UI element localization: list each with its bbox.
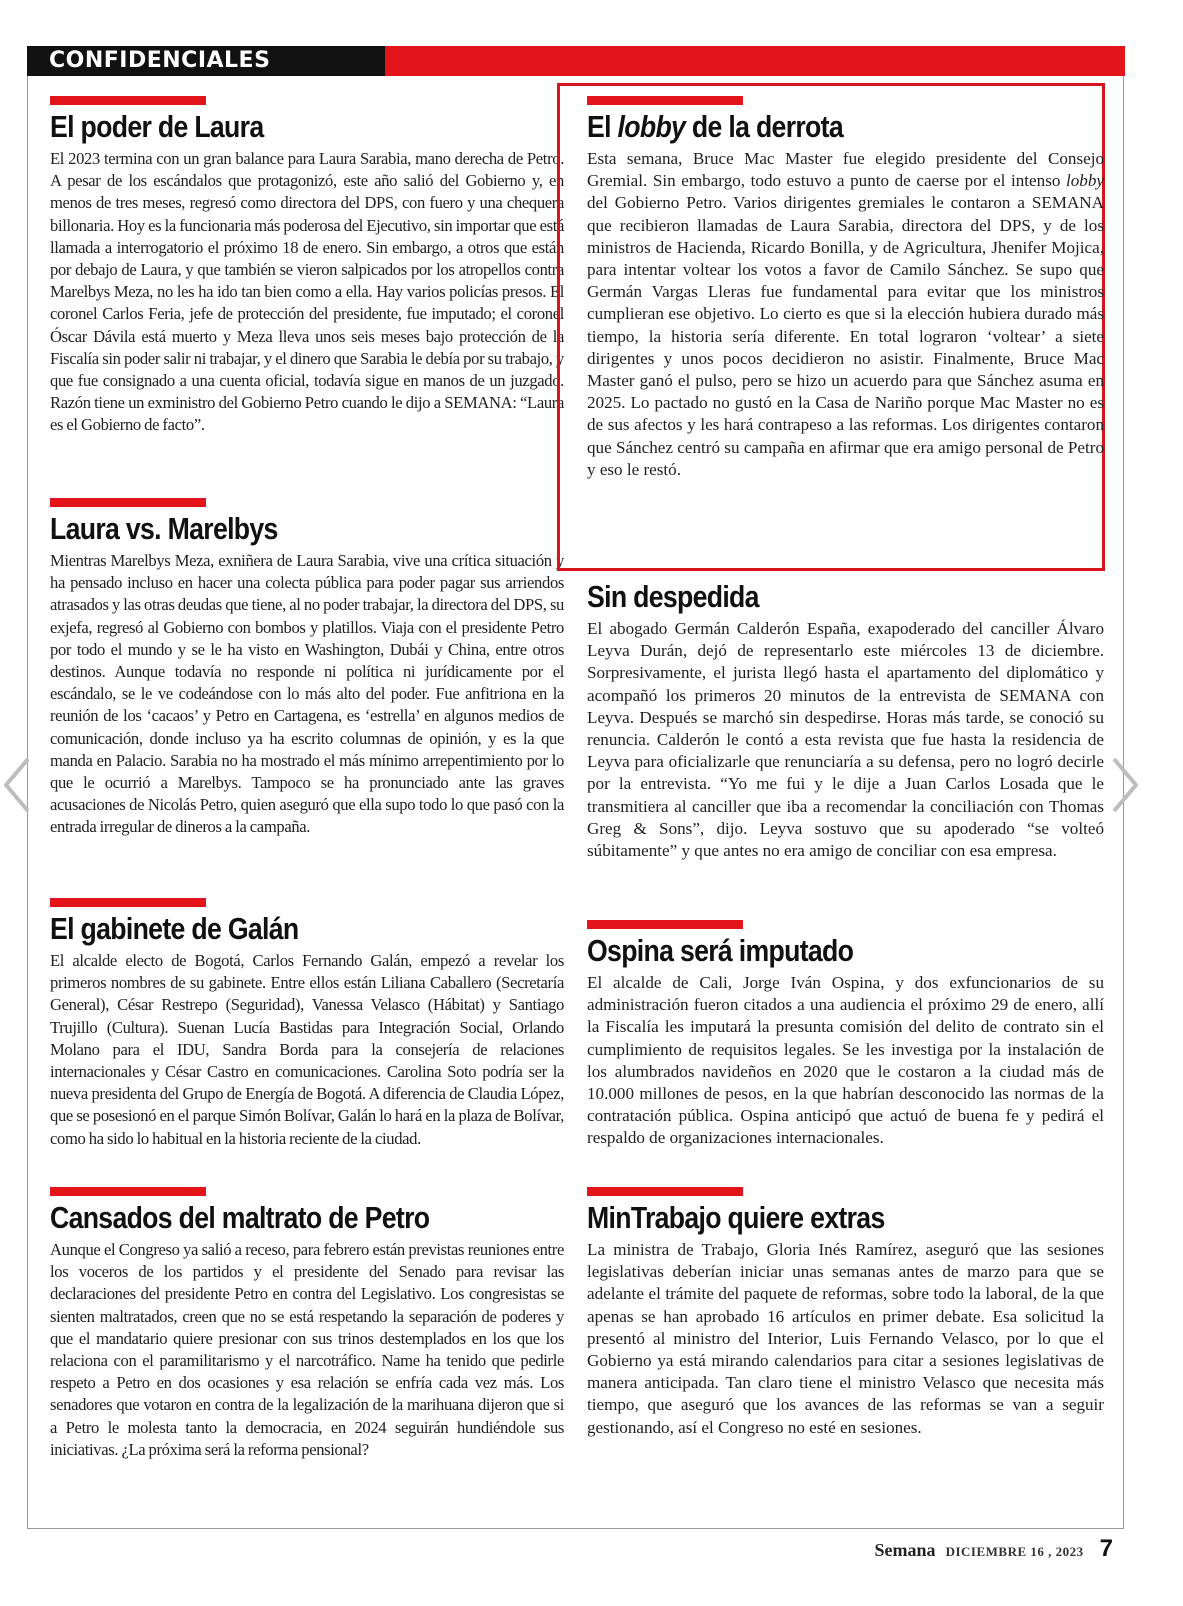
page-footer bbox=[875, 1535, 1113, 1575]
article-red-bar bbox=[50, 498, 206, 507]
footer-date: DICIEMBRE 16 , 2023 bbox=[945, 1544, 1084, 1559]
article-title: MinTrabajo quiere extras bbox=[587, 1200, 885, 1235]
article-body: La ministra de Trabajo, Gloria Inés Ramírez, aseguró que las sesiones legislativas deberían iniciar unas semanas antes de marzo para que se adelante el trámite del paquete de reformas, sobre todo la laboral, de la que apenas se han aprobado 16 artículos en primer debate. Esa solicitud la presentó al ministro del Interior, Luis Fernando Velasco, por lo que el Gobierno ya está mirando calendarios para citar a sesiones legislativas de manera anticipada. Tan claro tiene el ministro Velasco que necesita más tiempo, que aseguró que los avances de las reformas se van a seguir gestionando, así el Congreso no esté en sesiones. bbox=[587, 1240, 1104, 1437]
article-body: El abogado Germán Calderón España, exapoderado del canciller Álvaro Leyva Durán, dejó de representarlo este miércoles 13 de diciembre. Sorpresivamente, el jurista llegó hasta el apartamento del diplomático y acompañó los primeros 20 minutos de la entrevista de SEMANA con Leyva. Después se marchó sin despedirse. Horas más tarde, se conoció su renuncia. Calderón le contó a esta revista que fue hasta la residencia de Leyva para oficializarle que renunciaría a su defensa, pero no logró decirle por la entrevista. “Yo me fui y le dije a Juan Carlos Losada que le transmitiera al canciller que iba a recomendar la conciliación con Thomas Greg & Sons”, dijo. Leyva sostuvo que su apoderado “se volteó súbitamente” y que antes no era amigo de conciliar con esa empresa. bbox=[587, 619, 1104, 861]
article-red-bar bbox=[50, 96, 206, 105]
article-red-bar bbox=[587, 920, 743, 929]
article-body: El 2023 termina con un gran balance para Laura Sarabia, mano derecha de Petro. A pesar de los escándalos que protagonizó, este año salió del Gobierno y, en menos de tres meses, regresó como directora del DPS, con fuero y una chequera billonaria. Hoy es la funcionaria más poderosa del Ejecutivo, sin importar que está llamada a interrogatorio el próximo 18 de enero. Sin embargo, a otros que están por debajo de Laura, y que también se vieron salpicados por los atropellos contra Marelbys Meza, no les ha ido tan bien como a ella. Hay varios policías presos. El coronel Carlos Feria, jefe de protección del presidente, fue imputado; el coronel Óscar Dávila está muerto y Meza lleva unos seis meses bajo protección de la Fiscalía sin poder salir ni trabajar, y el dinero que Sarabia le debía por su trabajo, y que fue consignado a una cuenta oficial, todavía sigue en manos de un juzgado. Razón tiene un exministro del Gobierno Petro cuando le dijo a SEMANA: “Laura es el Gobierno de facto”. bbox=[50, 149, 564, 435]
footer-magazine: Semana bbox=[874, 1540, 936, 1560]
article-body bbox=[587, 148, 1104, 481]
section-header-red-bar bbox=[385, 46, 1125, 76]
body-emphasis: lobby bbox=[1066, 171, 1104, 191]
article-title: El gabinete de Galán bbox=[50, 911, 299, 946]
article-red-bar bbox=[587, 96, 743, 105]
article-body: El alcalde electo de Bogotá, Carlos Fernando Galán, empezó a revelar los primeros nombres de su gabinete. Entre ellos están Liliana Caballero (Secretaría General), César Restrepo (Seguridad), Vanessa Velasco (Hábitat) y Santiago Trujillo (Cultura). Suenan Lucía Bastidas para Integración Social, Orlando Molano para el IDU, Sandra Borda para la consejería de relaciones internacionales y César Castro en comunicaciones. Carolina Soto podría ser la nueva presidenta del Grupo de Energía de Bogotá. A diferencia de Claudia López, que se posesionó en el parque Simón Bolívar, Galán lo hará en la plaza de Bolívar, como ha sido lo habitual en la historia reciente de la ciudad. bbox=[50, 951, 564, 1148]
article-body: El alcalde de Cali, Jorge Iván Ospina, y dos exfuncionarios de su administración fueron citados a una audiencia el próximo 29 de enero, allí la Fiscalía les imputará la presunta comisión del delito de contrato sin el cumplimiento de requisitos legales. Se les investiga por la instalación de los alumbrados navideños en 2020 que le costaron a la ciudad más de 10.000 millones de pesos, en la que habrían desconocido las normas de la contratación pública. Ospina anticipó que actuó de buena fe y pedirá el respaldo de organizaciones internacionales. bbox=[587, 973, 1104, 1148]
body-post: del Gobierno Petro. Varios dirigentes gremiales le contaron a SEMANA que recibieron llamadas de Laura Sarabia, directora del DPS, y de los ministros de Hacienda, Ricardo Bonilla, y de Agricultura, Jhenifer Mojica, para intentar voltear los votos a favor de Camilo Sánchez. Se supo que Germán Vargas Lleras fue fundamental para evitar que los ministros cumplieran ese objetivo. Lo cierto es que si la elección hubiera durado más tiempo, la historia sería diferente. En total lograron ‘voltear’ a siete dirigentes y unos pocos decidieron no asistir. Finalmente, Bruce Mac Master ganó el pulso, pero se hizo un acuerdo para que Sánchez asuma en 2025. Lo pactado no gustó en la Casa de Nariño porque Mac Master no es de sus afectos y les hará contrapeso a las reformas. Los dirigentes contaron que Sánchez centró su campaña en afirmar que era amigo personal de Petro y eso le restó. bbox=[587, 193, 1104, 479]
article-red-bar bbox=[587, 1187, 743, 1196]
article-title: Cansados del maltrato de Petro bbox=[50, 1200, 430, 1235]
article-title: Ospina será imputado bbox=[587, 933, 854, 968]
article-title bbox=[587, 109, 843, 145]
article-red-bar bbox=[50, 1187, 206, 1196]
body-pre: Esta semana, Bruce Mac Master fue elegido presidente del Consejo Gremial. Sin embargo, todo estuvo a punto de caerse por el intenso bbox=[587, 149, 1104, 191]
article-body: Mientras Marelbys Meza, exniñera de Laura Sarabia, vive una crítica situación y ha pensado incluso en hacer una colecta pública para poder pagar sus arriendos atrasados y las otras deudas que tiene, al no poder trabajar, la directora del DPS, su exjefa, regresó al Gobierno con bombos y platillos. Viaja con el presidente Petro por todo el mundo y se le ha visto en Washington, Dubái y China, entre otros destinos. Aunque todavía no responde ni política ni jurídicamente por el escándalo, se le ve codeándose con lo más alto del poder. Fue anfitriona en la reunión de los ‘cacaos’ y Petro en Cartagena, es ‘estrella’ en algunos medios de comunicación, donde incluso ya ha escrito columnas de opinión, y es la que manda en Palacio. Sarabia no ha mostrado el más mínimo arrepentimiento por lo que le ocurrió a Marelbys. Tampoco se ha pronunciado ante las graves acusaciones de Nicolás Petro, quien aseguró que ella supo todo lo que pasó con la entrada irregular de dineros a la campaña. bbox=[50, 551, 564, 837]
chevron-right-icon[interactable] bbox=[1108, 755, 1142, 815]
chevron-left-icon[interactable] bbox=[0, 755, 34, 815]
section-label: CONFIDENCIALES bbox=[27, 46, 385, 76]
article-title: El poder de Laura bbox=[50, 109, 264, 144]
section-header bbox=[27, 46, 1125, 76]
title-pre: El bbox=[587, 109, 618, 144]
title-post: de la derrota bbox=[685, 109, 843, 144]
article-red-bar bbox=[50, 898, 206, 907]
article-title: Laura vs. Marelbys bbox=[50, 511, 278, 546]
title-emphasis: lobby bbox=[617, 109, 686, 144]
footer-page-number: 7 bbox=[1099, 1535, 1113, 1562]
article-title: Sin despedida bbox=[587, 579, 759, 614]
article-body: Aunque el Congreso ya salió a receso, para febrero están previstas reuniones entre los voceros de los partidos y el presidente del Senado para revisar las declaraciones del presidente Petro en contra del Legislativo. Los congresistas se sienten maltratados, creen que no se está respetando la separación de poderes y que el mandatario quiere presionar con sus trinos destemplados en los que los relaciona con el paramilitarismo y el narcotráfico. Name ha tenido que pedirle respeto a Petro en dos ocasiones y esa relación se enfría cada vez más. Los senadores que votaron en contra de la legalización de la marihuana dijeron que si a Petro le molesta tanto la democracia, en 2024 seguirán hundiéndole sus iniciativas. ¿La próxima será la reforma pensional? bbox=[50, 1240, 564, 1459]
